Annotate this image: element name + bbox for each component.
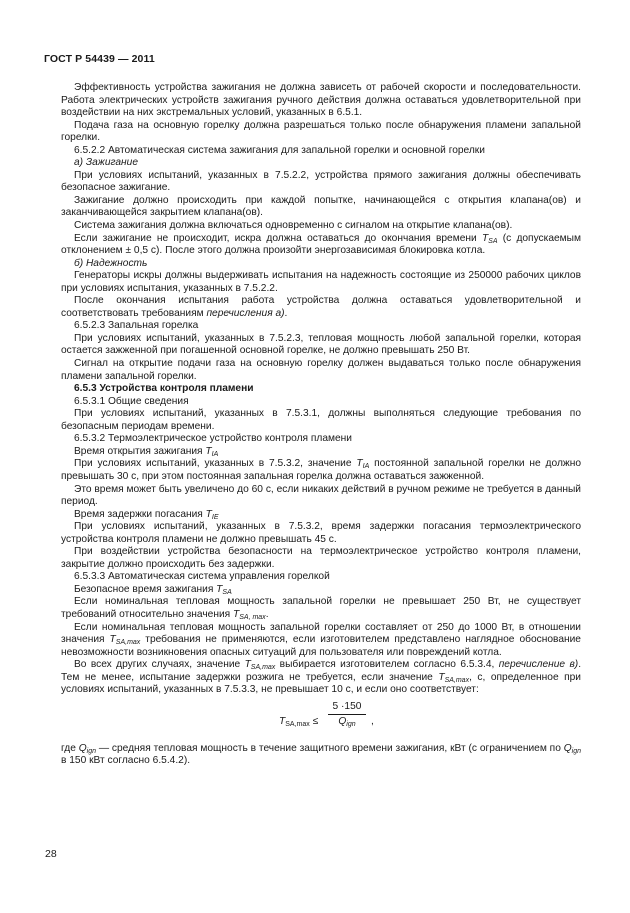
paragraph: Это время может быть увеличено до 60 с, если никаких действий в ручном режиме не требуется в данный период. bbox=[61, 483, 581, 508]
paragraph: Сигнал на открытие подачи газа на основную горелку должен выдаваться только после обнаружения пламени запальной горелки. bbox=[61, 358, 581, 382]
section-heading-bold: 6.5.3 Устройства контроля пламени bbox=[74, 383, 254, 395]
text-emphasis: перечисление в) bbox=[498, 659, 579, 671]
symbol: $T_{IE}$ bbox=[205, 508, 219, 521]
symbol: $T_{SA,max}$ bbox=[109, 634, 141, 647]
text: Время открытия зажигания bbox=[74, 445, 206, 457]
symbol: $T_{SA,max}$ bbox=[244, 659, 276, 672]
text-emphasis: перечисления а) bbox=[206, 307, 285, 319]
paragraph: При условиях испытаний, указанных в 7.5.2.3, тепловая мощность любой запальной горелки, которая остается зажженной при погашенной основной горелке, не должно превышать 250 Вт. bbox=[61, 332, 581, 357]
text: При условиях испытаний, указанных в 7.5.3.2, значение bbox=[74, 458, 357, 470]
paragraph bbox=[61, 622, 581, 660]
text: , с, определенное при условиях испытаний, указанных в 7.5.3.3, не превышает 10 с, и если оно соответствует: bbox=[61, 671, 582, 696]
page-number: 28 bbox=[45, 848, 57, 860]
paragraph: Зажигание должно происходить при каждой попытке, начинающейся с открытия клапана(ов) и заканчивающейся закрытием клапана(ов). bbox=[61, 194, 581, 219]
paragraph: Эффективность устройства зажигания не должна зависеть от рабочей скорости и последовательности. Работа электрических устройств зажигания ручного действия должна оставаться удовлетворительной при воздействии на них экстремальных условий, указанных в 6.5.1. bbox=[61, 82, 581, 119]
text: . Тем не менее, испытание задержки розжига не требуется, если значение bbox=[61, 659, 582, 683]
text: в 150 кВт согласно 6.5.4.2). bbox=[61, 755, 191, 767]
paragraph bbox=[61, 458, 581, 483]
text: Если номинальная тепловая мощность запальной горелки составляет от 250 до 1000 Вт, в отношении значения bbox=[61, 621, 581, 646]
paragraph bbox=[61, 584, 581, 597]
text: Время задержки погасания bbox=[74, 508, 206, 520]
list-heading bbox=[61, 258, 581, 271]
text: Если зажигание не происходит, искра должна оставаться до окончания времени bbox=[74, 232, 482, 244]
paragraph: При воздействии устройства безопасности на термоэлектрическое устройство контроля пламени, закрытие должно происходить без задержки. bbox=[61, 546, 581, 570]
symbol: $T_{IA}$ bbox=[205, 445, 219, 458]
document-body bbox=[61, 82, 581, 768]
text: . bbox=[284, 307, 288, 319]
list-heading bbox=[61, 157, 581, 170]
symbol: $T_{IA}$ bbox=[356, 458, 370, 471]
section-heading: 6.5.3.2 Термоэлектрическое устройство контроля пламени bbox=[74, 433, 352, 445]
section-heading: 6.5.3.1 Общие сведения bbox=[74, 395, 189, 407]
section-heading: 6.5.2.3 Запальная горелка bbox=[74, 320, 199, 332]
document-header: ГОСТ Р 54439 — 2011 bbox=[44, 53, 155, 65]
paragraph bbox=[61, 743, 581, 768]
paragraph: При условиях испытаний, указанных в 7.5.3.1, должны выполняться следующие требования по безопасным периодам времени. bbox=[61, 408, 581, 432]
paragraph bbox=[61, 659, 581, 697]
symbol: $T_{SA}$ bbox=[216, 583, 232, 596]
text: выбирается изготовителем согласно 6.5.3.4, bbox=[275, 659, 499, 671]
text: требования не применяются, если изготовителем представлено наглядное обоснование невозможности возникновения опасных ситуаций для пользователя или повреждений котла. bbox=[61, 634, 581, 658]
paragraph bbox=[61, 446, 581, 459]
formula-denominator: $Q_{ign}$ bbox=[338, 716, 356, 729]
symbol: $T_{SA,max}$ bbox=[438, 671, 470, 684]
symbol: $Q_{ign}$ bbox=[563, 742, 582, 755]
symbol: $Q_{ign}$ bbox=[78, 742, 97, 755]
text: постоянной запальной горелки не должно превышать 30 с, при этом постоянная запальная горелка должна оставаться зажженной. bbox=[61, 458, 581, 482]
list-heading-text: б) Надежность bbox=[74, 257, 148, 269]
formula-comma: , bbox=[371, 715, 374, 727]
text: — средняя тепловая мощность в течение защитного времени зажигания, кВт (с ограничением по bbox=[96, 742, 564, 754]
text: . bbox=[265, 608, 269, 620]
text: Безопасное время зажигания bbox=[74, 583, 217, 595]
paragraph: При условиях испытаний, указанных в 7.5.2.2, устройства прямого зажигания должны обеспечивать безопасное зажигание. bbox=[61, 169, 581, 194]
text: После окончания испытания работа устройства должна оставаться удовлетворительной и соответствовать требованиям bbox=[61, 295, 581, 319]
paragraph: Подача газа на основную горелку должна разрешаться только после обнаружения пламени запальной горелки. bbox=[61, 119, 581, 144]
symbol: $T_{SA, max}$ bbox=[233, 608, 266, 621]
paragraph: Система зажигания должна включаться одновременно с сигналом на открытие клапана(ов). bbox=[74, 220, 513, 232]
paragraph bbox=[61, 295, 581, 320]
formula bbox=[61, 701, 581, 741]
paragraph: При условиях испытаний, указанных в 7.5.3.2, время задержки погасания термоэлектрического устройства контроля пламени не должно превышать 45 с. bbox=[61, 521, 581, 545]
text: где bbox=[61, 742, 79, 754]
text: Во всех других случаях, значение bbox=[74, 659, 245, 671]
text: Если номинальная тепловая мощность запальной горелки не превышает 250 Вт, не существует требований относительно значения bbox=[61, 596, 581, 620]
section-heading: 6.5.2.2 Автоматическая система зажигания для запальной горелки и основной горелки bbox=[74, 144, 485, 156]
formula-fraction bbox=[328, 701, 366, 729]
formula-numerator: 5 ·150 bbox=[328, 701, 366, 716]
formula-lhs: $T_{SA,max}$ ≤ bbox=[279, 715, 319, 728]
paragraph bbox=[61, 509, 581, 522]
list-heading-text: а) Зажигание bbox=[74, 157, 138, 169]
section-heading: 6.5.3.3 Автоматическая система управления горелкой bbox=[74, 571, 330, 583]
text: (с допускаемым отклонением ± 0,5 с). После этого должна произойти энергозависимая блокировка котла. bbox=[61, 232, 581, 257]
symbol: $T_{SA}$ bbox=[481, 232, 498, 245]
paragraph bbox=[61, 233, 581, 258]
paragraph bbox=[61, 596, 581, 621]
paragraph: Генераторы искры должны выдерживать испытания на надежность состоящие из 250000 рабочих циклов при условиях испытания, указанных в 7.5.2.2. bbox=[61, 270, 581, 294]
